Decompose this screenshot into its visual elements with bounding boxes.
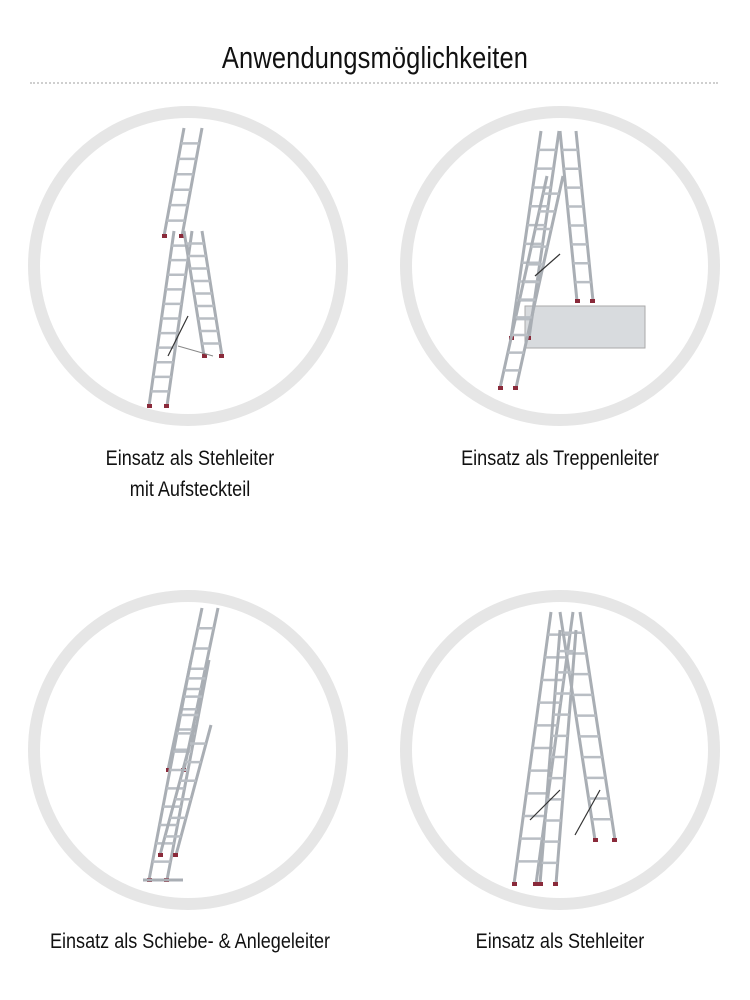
caption-2 (397, 443, 724, 474)
caption-line: Einsatz als Schiebe- & Anlegeleiter (49, 930, 331, 953)
stair-ladder-icon (400, 106, 720, 426)
caption-1 (27, 443, 354, 505)
caption-line: Einsatz als Stehleiter (475, 930, 645, 953)
divider (30, 82, 718, 84)
page-title: Anwendungsmöglichkeiten (221, 40, 529, 75)
caption-line: Einsatz als Stehleiter (105, 447, 275, 470)
caption-line: Einsatz als Treppenleiter (461, 447, 659, 470)
caption-line: mit Aufsteckteil (129, 478, 251, 501)
caption-3 (27, 926, 354, 957)
usage-tile-stair-ladder (400, 106, 720, 426)
usage-tile-stepladder (400, 590, 720, 910)
caption-4 (397, 926, 724, 957)
usage-tile-extension-ladder (28, 590, 348, 910)
extension-ladder-icon (28, 590, 348, 910)
ladder-with-extension-icon (28, 106, 348, 426)
usage-tile-stepladder-extension (28, 106, 348, 426)
step-ladder-icon (400, 590, 720, 910)
